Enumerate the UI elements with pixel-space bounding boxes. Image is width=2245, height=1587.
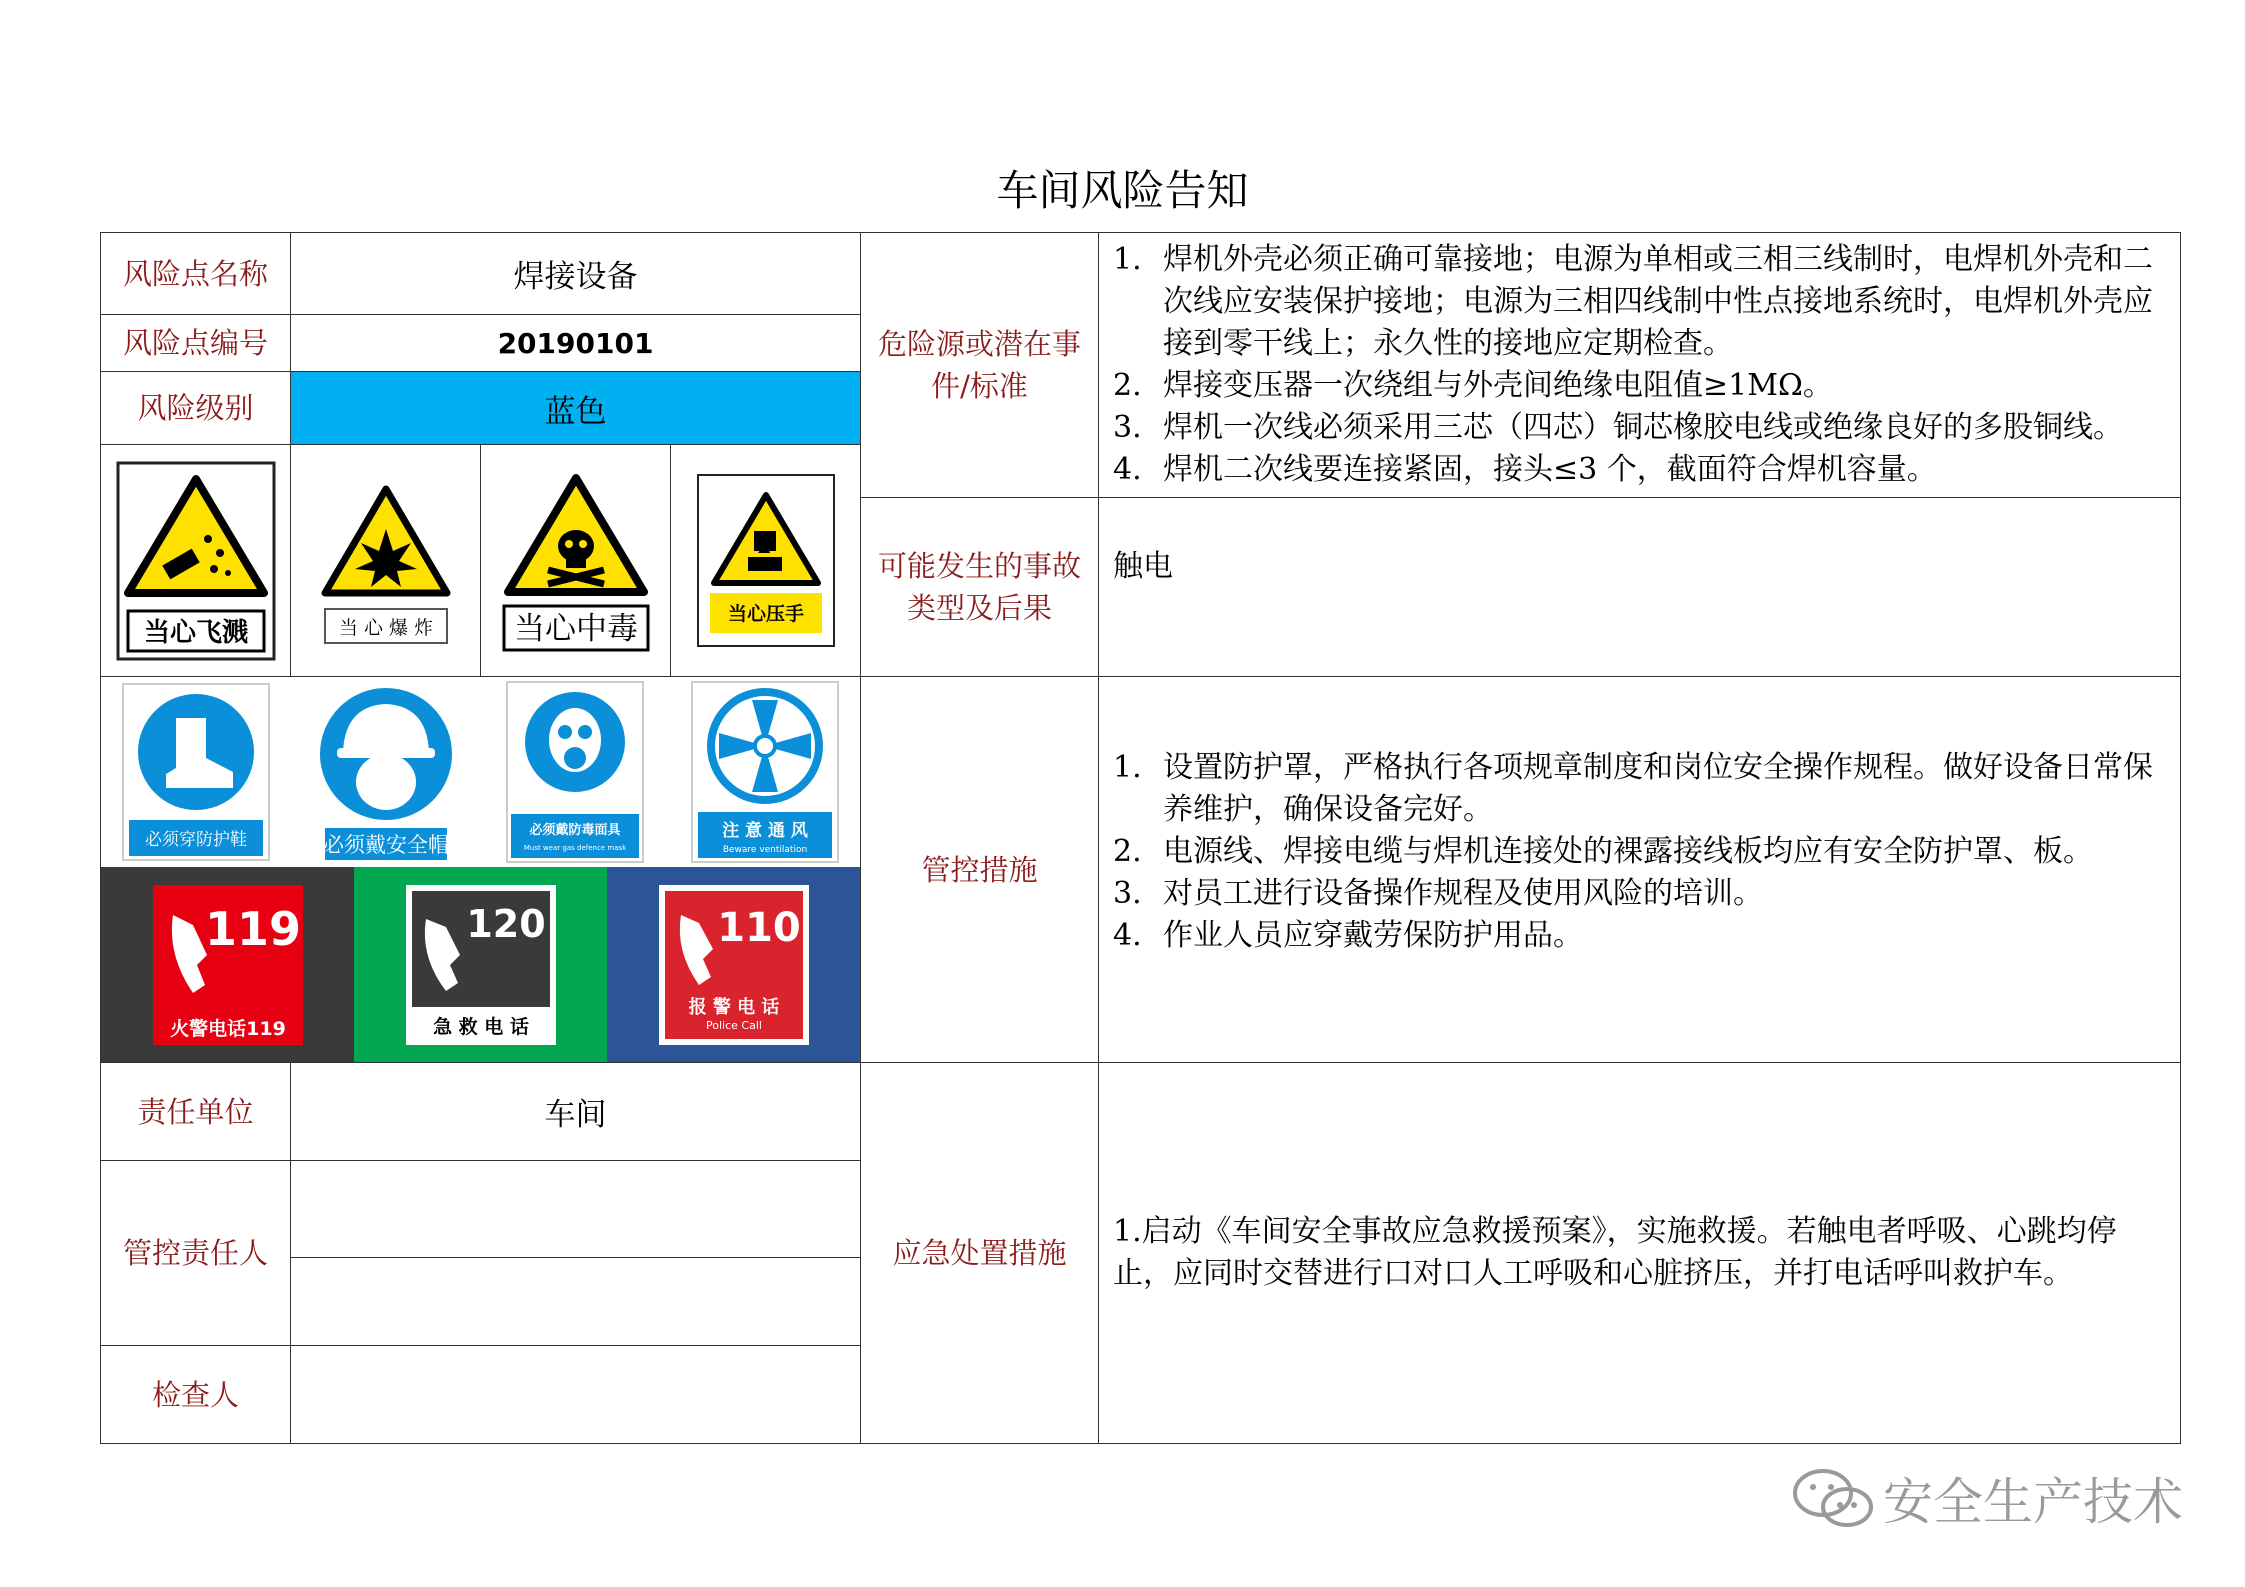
control-item — [1113, 873, 2166, 915]
item-text: 作业人员应穿戴劳保防护用品。 — [1163, 917, 1583, 953]
phone-sign-label: 火警电话119 — [169, 1017, 286, 1040]
hazard-label-text: 危险源或潜在事件/标准 — [877, 327, 1081, 403]
phone-sign-fire — [101, 867, 354, 1062]
control-item — [1113, 747, 2166, 831]
item-number: 1. — [1113, 242, 1142, 277]
item-text: 焊接变压器一次绕组与外壳间绝缘电阻值≥1MΩ。 — [1163, 368, 1833, 403]
gas-mask-icon — [505, 680, 645, 864]
crush-hand-icon — [696, 473, 836, 648]
warning-signs-row — [101, 445, 861, 677]
watermark — [1791, 1462, 2183, 1534]
risk-level-value: 蓝色 — [291, 372, 861, 445]
poison-icon — [496, 466, 656, 656]
item-text: 对员工进行设备操作规程及使用风险的培训。 — [1163, 875, 1763, 911]
item-text: 焊机外壳必须正确可靠接地；电源为单相或三相三线制时，电焊机外壳和二次线应安装保护接地；电源为三相四线制中性点接地系统时，电焊机外壳应接到零干线上；永久性的接地应定期检查。 — [1163, 242, 2153, 361]
phone-number: 120 — [465, 901, 546, 946]
ppe-sign-label: 必须戴安全帽 — [322, 833, 449, 857]
item-text: 设置防护罩，严格执行各项规章制度和岗位安全操作规程。做好设备日常保养维护，确保设备完好。 — [1163, 749, 2153, 827]
item-text: 电源线、焊接电缆与焊机连接处的裸露接线板均应有安全防护罩、板。 — [1163, 833, 2093, 869]
hazard-list — [1113, 239, 2166, 491]
hazard-item — [1113, 407, 2166, 449]
hazard-item — [1113, 365, 2166, 407]
phone-sign-label: 急 救 电 话 — [432, 1015, 529, 1038]
item-number: 1. — [1113, 749, 1142, 785]
item-number: 4. — [1113, 452, 1142, 487]
hazard-content — [1099, 233, 2181, 498]
phone-number: 110 — [716, 904, 801, 951]
hazard-item — [1113, 239, 2166, 365]
warning-sign — [481, 445, 671, 676]
phone-number: 119 — [204, 901, 301, 956]
item-number: 3. — [1113, 875, 1142, 911]
ppe-phone-block — [101, 677, 861, 1063]
warning-sign — [101, 445, 291, 676]
phone-sign-police — [607, 867, 860, 1062]
hazard-item — [1113, 449, 2166, 491]
item-number: 3. — [1113, 410, 1142, 445]
warning-sign — [291, 445, 481, 676]
watermark-text: 安全生产技术 — [1883, 1473, 2183, 1531]
phone-sign-ambulance — [354, 867, 607, 1062]
ppe-sign — [670, 677, 860, 867]
controller-value-1 — [291, 1161, 861, 1258]
unit-label: 责任单位 — [101, 1063, 291, 1161]
warning-sign-label: 当心中毒 — [513, 610, 638, 647]
safety-boot-icon — [121, 682, 271, 862]
inspector-value — [291, 1346, 861, 1444]
phone-110-icon — [659, 885, 809, 1045]
item-text: 焊机一次线必须采用三芯（四芯）铜芯橡胶电线或绝缘良好的多股铜线。 — [1163, 410, 2123, 445]
ppe-sign-label: 必须穿防护鞋 — [144, 830, 247, 850]
warning-sign-label: 当 心 爆 炸 — [338, 616, 433, 639]
risk-code-label: 风险点编号 — [101, 315, 291, 372]
ppe-sign-label: 注 意 通 风 — [722, 821, 809, 841]
warning-sign-label: 当心压手 — [727, 603, 804, 625]
emergency-text: 1.启动《车间安全事故应急救援预案》，实施救援。若触电者呼吸、心跳均停止，应同时交替进行口对口人工呼吸和心脏挤压，并打电话呼叫救护车。 — [1113, 1214, 2117, 1291]
ppe-sign-label: 必须戴防毒面具 — [529, 823, 621, 838]
accident-value — [1099, 498, 2181, 677]
phone-sign-label: 报 警 电 话 — [688, 996, 779, 1018]
phone-119-icon — [153, 885, 303, 1045]
emergency-content — [1099, 1063, 2181, 1444]
risk-level-label: 风险级别 — [101, 372, 291, 445]
ppe-sign — [291, 677, 481, 867]
risk-name-value: 焊接设备 — [291, 233, 861, 315]
unit-value: 车间 — [291, 1063, 861, 1161]
warning-sign-label: 当心飞溅 — [143, 617, 248, 648]
controller-value-2 — [291, 1258, 861, 1346]
ppe-sign — [481, 677, 671, 867]
phone-120-icon — [406, 885, 556, 1045]
item-number: 4. — [1113, 917, 1142, 953]
item-number: 2. — [1113, 368, 1142, 403]
ppe-sign — [101, 677, 291, 867]
accident-text: 触电 — [1113, 549, 1173, 584]
risk-code-value: 20190101 — [291, 315, 861, 372]
warning-sign — [671, 445, 860, 676]
risk-notice-table — [100, 232, 2181, 1444]
inspector-label: 检查人 — [101, 1346, 291, 1444]
flying-debris-icon — [116, 461, 276, 661]
ppe-sign-sublabel: Must wear gas defence mask — [524, 844, 627, 852]
ppe-sign-sublabel: Beware ventilation — [722, 845, 808, 855]
risk-name-label: 风险点名称 — [101, 233, 291, 315]
phone-sign-sublabel: Police Call — [705, 1018, 762, 1032]
control-item — [1113, 831, 2166, 873]
control-list — [1113, 747, 2166, 957]
explosion-icon — [311, 471, 461, 651]
item-text: 焊机二次线要连接紧固，接头≤3 个，截面符合焊机容量。 — [1163, 452, 1937, 487]
accident-label — [861, 498, 1099, 677]
wechat-icon — [1791, 1467, 1875, 1529]
controller-label: 管控责任人 — [101, 1161, 291, 1346]
accident-label-text: 可能发生的事故类型及后果 — [877, 549, 1081, 625]
hazard-label — [861, 233, 1099, 498]
control-item — [1113, 915, 2166, 957]
hard-hat-icon — [311, 682, 461, 862]
item-number: 2. — [1113, 833, 1142, 869]
control-content — [1099, 677, 2181, 1063]
ventilation-fan-icon — [690, 680, 840, 864]
control-label: 管控措施 — [861, 677, 1099, 1063]
page-title: 车间风险告知 — [996, 166, 1249, 215]
emergency-label: 应急处置措施 — [861, 1063, 1099, 1444]
